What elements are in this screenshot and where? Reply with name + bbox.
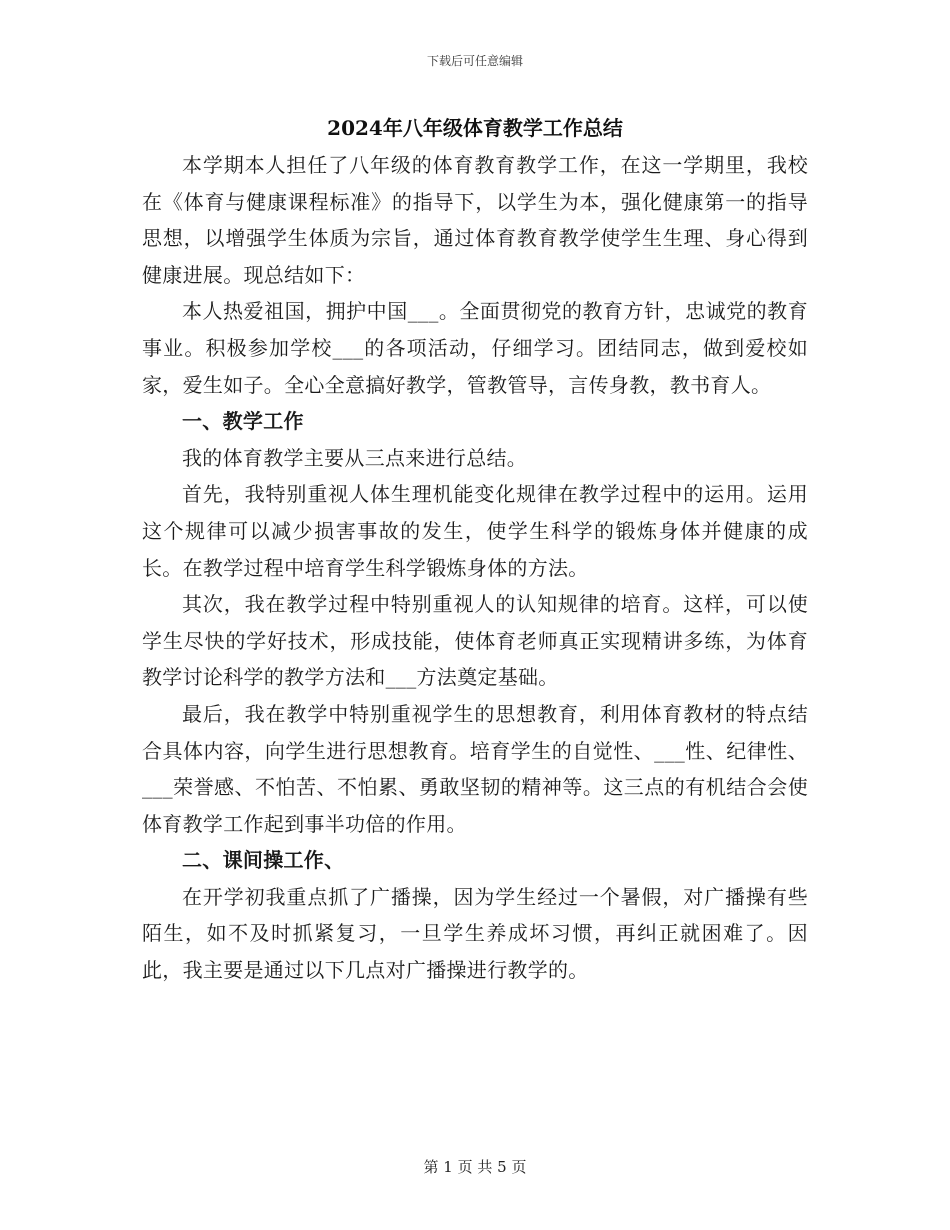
header-note: 下载后可任意编辑 <box>426 54 523 68</box>
paragraph-teaching-summary: 我的体育教学主要从三点来进行总结。 <box>182 445 528 470</box>
paragraph-first-point: 首先，我特别重视人体生理机能变化规律在教学过程中的运用。运用这个规律可以减少损害事故的发生，使学生科学的锻炼身体并健康的成长。在教学过程中培育学生科学锻炼身体的方法。 <box>142 482 808 580</box>
paragraph-third-point: 最后，我在教学中特别重视学生的思想教育，利用体育教材的特点结合具体内容，向学生进行思想教育。培育学生的自觉性、___性、纪律性、___荣誉感、不怕苦、不怕累、勇敢坚韧的精神等。这三点的有机结合会使体育教学工作起到事半功倍的作用。 <box>142 701 808 836</box>
section-heading-exercise-work: 二、课间操工作、 <box>182 848 345 873</box>
document-title: 2024年八年级体育教学工作总结 <box>327 116 623 140</box>
paragraph-second-point: 其次，我在教学过程中特别重视人的认知规律的培育。这样，可以使学生尽快的学好技术，形成技能，使体育老师真正实现精讲多练，为体育教学讨论科学的教学方法和___方法奠定基础。 <box>142 592 808 690</box>
paragraph-intro: 本学期本人担任了八年级的体育教育教学工作，在这一学期里，我校在《体育与健康课程标准》的指导下，以学生为本，强化健康第一的指导思想，以增强学生体质为宗旨，通过体育教育教学使学生生理、身心得到健康进展。现总结如下： <box>142 153 808 287</box>
section-heading-teaching-work: 一、教学工作 <box>182 409 304 434</box>
page-indicator: 第 1 页 共 5 页 <box>423 1158 527 1176</box>
paragraph-broadcast-exercise: 在开学初我重点抓了广播操，因为学生经过一个暑假，对广播操有些陌生，如不及时抓紧复习，一旦学生养成坏习惯，再纠正就困难了。因此，我主要是通过以下几点对广播操进行教学的。 <box>142 884 808 983</box>
paragraph-political-stance: 本人热爱祖国，拥护中国___。全面贯彻党的教育方针，忠诚党的教育事业。积极参加学校___的各项活动，仔细学习。团结同志，做到爱校如家，爱生如子。全心全意搞好教学，管教管导，言传身教，教书育人。 <box>142 299 808 397</box>
document-body <box>142 147 808 989</box>
